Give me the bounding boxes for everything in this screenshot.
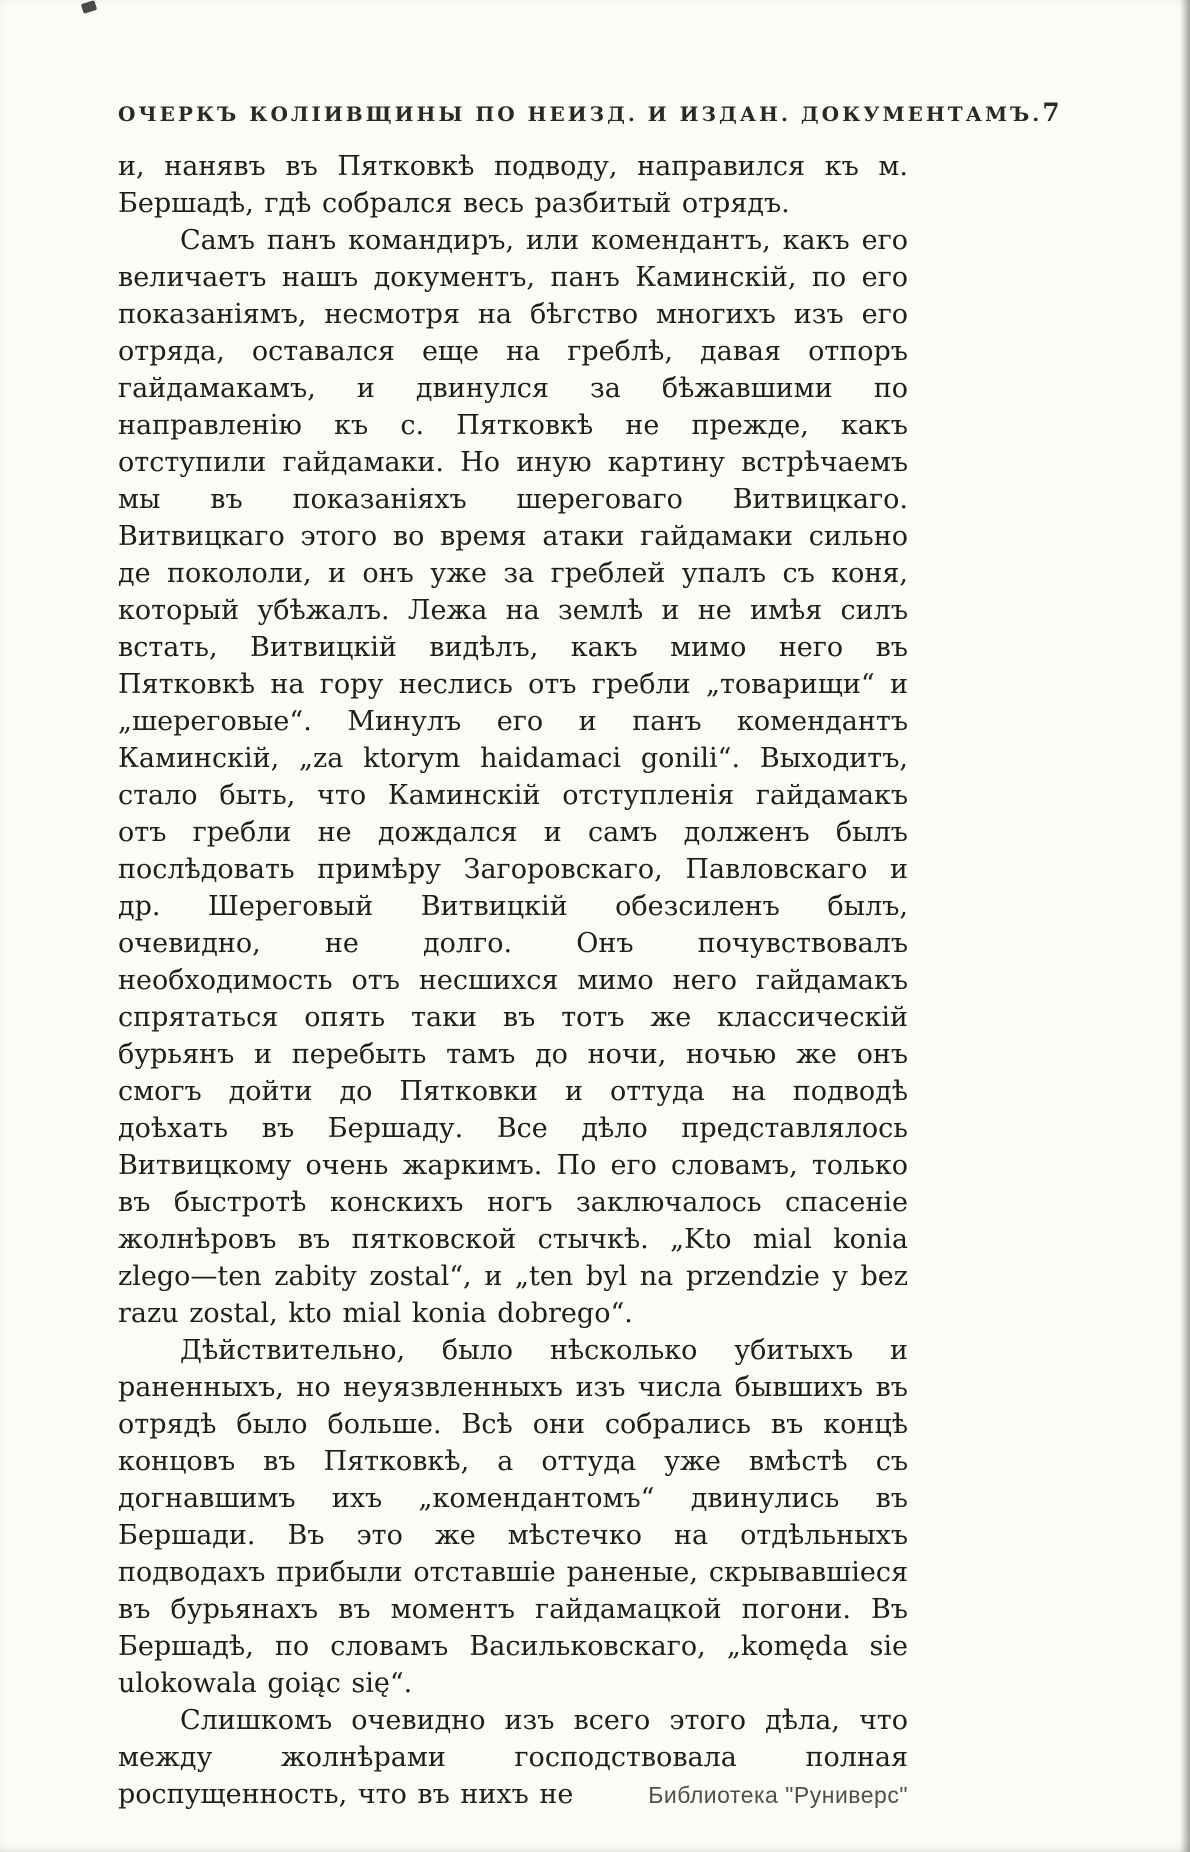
paragraph: Самъ панъ командиръ, или комендантъ, какъ его величаетъ нашъ документъ, панъ Каминскій, по его показаніямъ, несмотря на бѣгство многихъ изъ его отряда, оставался еще на греблѣ, давая отпоръ гайдамакамъ, и двинулся за бѣжавшими по направленію къ с. Пятковкѣ не прежде, какъ отступили гайдамаки. Но иную картину встрѣчаемъ мы въ показаніяхъ шереговаго Витвицкаго. Витвицкаго этого во время атаки гайдамаки сильно де покололи, и онъ уже за греблей упалъ съ коня, который убѣжалъ. Лежа на землѣ и не имѣя силъ встать, Витвицкій видѣлъ, какъ мимо него въ Пятковкѣ на гору неслись отъ гребли „товарищи“ и „шереговые“. Минулъ его и панъ комендантъ Каминскій, „za ktorym haidamaci gonili“. Выходитъ, стало быть, что Каминскій отступленія гайдамакъ отъ гребли не дождался и самъ долженъ былъ послѣдовать примѣру Загоровскаго, Павловскаго и др. Шереговый Витвицкій обезсиленъ былъ, очевидно, не долго. Онъ почувствовалъ необходимость отъ несшихся мимо него гайдамакъ спрятаться опять таки въ тотъ же классическій бурьянъ и перебыть тамъ до ночи, ночью же онъ смогъ дойти до Пятковки и оттуда на подводѣ доѣхать въ Бершаду. Все дѣло представлялось Витвицкому очень жаркимъ. По его словамъ, только въ быстротѣ конскихъ ногъ заключалось спасеніе жолнѣровъ въ пятковской стычкѣ. „Kto mial konia zlego—ten zabity zostal“, и „ten byl na przendzie y bez razu zostal, kto mial konia dobrego“. <box>118 225 908 1329</box>
library-watermark: Библиотека "Руниверс" <box>648 1782 908 1808</box>
paragraph: Дѣйствительно, было нѣсколько убитыхъ и раненныхъ, но неуязвленныхъ изъ числа бывшихъ въ отрядѣ было больше. Всѣ они собрались въ концѣ концовъ въ Пятковкѣ, а оттуда уже вмѣстѣ съ догнавшимъ ихъ „комендантомъ“ двинулись въ Бершади. Въ это же мѣстечко на отдѣльныхъ подводахъ прибыли отставшіе раненые, скрывавшіеся въ бурьянахъ въ моментъ гайдамацкой погони. Въ Бершадѣ, по словамъ Васильковскаго, „komęda sie ulokowala goiąc się“. <box>118 1335 908 1699</box>
page-body <box>118 148 908 1813</box>
page-number: 7 <box>1042 98 1060 127</box>
running-title: ОЧЕРКЪ КОЛІИВЩИНЫ ПО НЕИЗД. И ИЗДАН. ДОКУМЕНТАМЪ. <box>118 102 1043 126</box>
page-header <box>118 98 1060 127</box>
paragraph: и, нанявъ въ Пятковкѣ подводу, направился къ м. Бершадѣ, гдѣ собрался весь разбитый отрядъ. <box>118 151 908 219</box>
scan-edge-shadow <box>1180 0 1190 1852</box>
scan-artifact <box>81 0 97 14</box>
paragraph: Слишкомъ очевидно изъ всего этого дѣла, что между жолнѣрами господствовала полная роспущенность, что въ нихъ не <box>118 1705 908 1810</box>
